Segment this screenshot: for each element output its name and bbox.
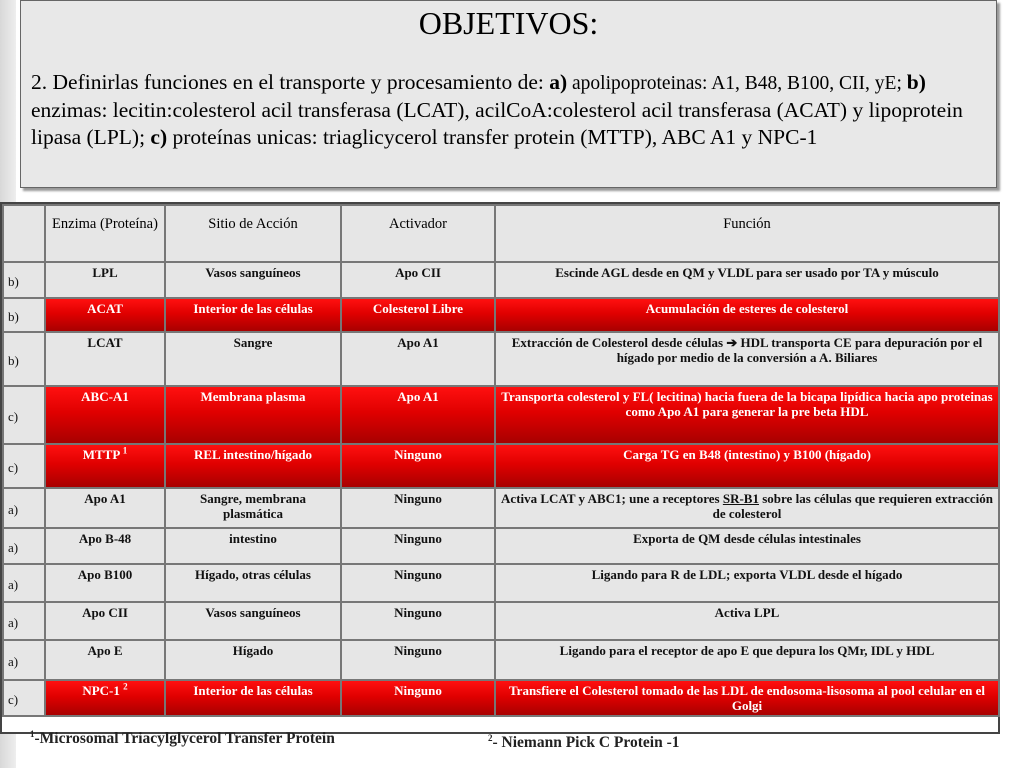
cell-group: a) (3, 564, 45, 602)
cell-function: Transfiere el Colesterol tomado de las LDL de endosoma-lisosoma al pool celular en el Golgi (495, 680, 999, 716)
table-row (3, 528, 999, 564)
cell-site: intestino (165, 528, 341, 564)
cell-activator: Ninguno (341, 528, 495, 564)
footnote-1 (30, 730, 335, 748)
objective-c-text: proteínas unicas: triaglicycerol transfer protein (MTTP), ABC A1 y NPC-1 (167, 125, 818, 149)
table-header-row (3, 205, 999, 262)
cell-group: c) (3, 444, 45, 488)
objectives-title: OBJETIVOS: (418, 5, 599, 41)
footnote-marker: 1 (122, 445, 128, 456)
cell-group: c) (3, 680, 45, 716)
cell-activator: Ninguno (341, 564, 495, 602)
cell-enzyme (45, 488, 165, 528)
cell-enzyme (45, 602, 165, 640)
enzyme-name: Apo B-48 (78, 531, 132, 546)
cell-group: b) (3, 332, 45, 386)
cell-site: Sangre, membrana plasmática (165, 488, 341, 528)
cell-group: a) (3, 640, 45, 680)
enzyme-name: Apo CII (82, 605, 128, 620)
cell-function: Ligando para el receptor de apo E que depura los QMr, IDL y HDL (495, 640, 999, 680)
cell-enzyme (45, 444, 165, 488)
cell-site: Interior de las células (165, 680, 341, 716)
footnote-marker: 2 (123, 681, 128, 692)
objective-c-letter: c) (150, 125, 168, 149)
cell-activator: Ninguno (341, 640, 495, 680)
objective-b-letter: b) (906, 70, 926, 94)
cell-group: b) (3, 298, 45, 332)
objectives-lead: 2. Definirlas funciones en el transporte y procesamiento de: (31, 70, 550, 94)
table-row (3, 444, 999, 488)
enzyme-name: Apo B100 (77, 567, 133, 582)
cell-enzyme (45, 386, 165, 444)
enzyme-name: ACAT (87, 301, 123, 316)
cell-site: Vasos sanguíneos (165, 262, 341, 298)
cell-activator: Apo A1 (341, 332, 495, 386)
header-group (3, 205, 45, 262)
objective-b-text: enzimas: lecitin:colesterol acil transferasa (LCAT), acilCoA:colesterol acil transferasa (ACAT) y lipoprotein lipasa (LPL); (31, 98, 963, 149)
cell-group: a) (3, 528, 45, 564)
table-row (3, 602, 999, 640)
cell-site: Vasos sanguíneos (165, 602, 341, 640)
table-row (3, 640, 999, 680)
cell-site: Hígado (165, 640, 341, 680)
cell-function: Activa LPL (495, 602, 999, 640)
table-body (3, 262, 999, 716)
footnote-2-text: - Niemann Pick C Protein -1 (492, 734, 680, 751)
cell-activator: Ninguno (341, 680, 495, 716)
footnote-2 (488, 734, 679, 752)
objective-a-letter: a) (549, 70, 568, 94)
cell-site: Interior de las células (165, 298, 341, 332)
cell-enzyme (45, 564, 165, 602)
cell-site: Membrana plasma (165, 386, 341, 444)
footnote-1-text: -Microsomal Triacylglycerol Transfer Protein (34, 730, 335, 747)
cell-function: Ligando para R de LDL; exporta VLDL desde el hígado (495, 564, 999, 602)
cell-group: b) (3, 262, 45, 298)
cell-group: c) (3, 386, 45, 444)
cell-site: Hígado, otras células (165, 564, 341, 602)
cell-function: Extracción de Colesterol desde células ➔ HDL transporta CE para depuración por el hígado por medio de la conversión a A. Biliares (495, 332, 999, 386)
header-site: Sitio de Acción (165, 205, 341, 262)
table-row (3, 680, 999, 716)
cell-group: a) (3, 488, 45, 528)
table-row (3, 488, 999, 528)
cell-function: Transporta colesterol y FL( lecitina) hacia fuera de la bicapa lipídica hacia apo proteinas como Apo A1 para generar la pre beta HDL (495, 386, 999, 444)
cell-function: Activa LCAT y ABC1; une a receptores SR-B1 sobre las células que requieren extracción de colesterol (495, 488, 999, 528)
objectives-box (20, 0, 997, 188)
objective-a-text: apolipoproteinas: A1, B48, B100, CII, yE; (567, 73, 907, 94)
cell-function: Exporta de QM desde células intestinales (495, 528, 999, 564)
cell-function: Escinde AGL desde en QM y VLDL para ser usado por TA y músculo (495, 262, 999, 298)
cell-enzyme (45, 528, 165, 564)
cell-group: a) (3, 602, 45, 640)
header-function: Función (495, 205, 999, 262)
cell-activator: Ninguno (341, 602, 495, 640)
objectives-text (31, 69, 986, 151)
table-row (3, 564, 999, 602)
cell-activator: Apo A1 (341, 386, 495, 444)
cell-function: Acumulación de esteres de colesterol (495, 298, 999, 332)
table-row (3, 332, 999, 386)
enzyme-name: LPL (92, 265, 118, 280)
enzyme-name: Apo E (87, 643, 123, 658)
table-row (3, 386, 999, 444)
enzyme-name: NPC-1 (82, 683, 124, 698)
cell-enzyme (45, 262, 165, 298)
cell-activator: Apo CII (341, 262, 495, 298)
cell-site: REL intestino/hígado (165, 444, 341, 488)
cell-enzyme (45, 332, 165, 386)
enzyme-name: Apo A1 (84, 491, 126, 506)
cell-activator: Ninguno (341, 488, 495, 528)
table-row (3, 298, 999, 332)
cell-activator: Ninguno (341, 444, 495, 488)
enzyme-table (2, 204, 1000, 717)
cell-enzyme (45, 680, 165, 716)
sr-b1-term: SR-B1 (722, 491, 759, 506)
header-enzyme: Enzima (Proteína) (45, 205, 165, 262)
header-activator: Activador (341, 205, 495, 262)
enzyme-name: LCAT (87, 335, 123, 350)
table-row (3, 262, 999, 298)
footnote-2-marker: 2 (488, 732, 493, 743)
cell-enzyme (45, 298, 165, 332)
cell-site: Sangre (165, 332, 341, 386)
enzyme-name: MTTP (82, 447, 123, 462)
cell-activator: Colesterol Libre (341, 298, 495, 332)
footnote-1-marker: 1 (30, 728, 35, 739)
cell-function: Carga TG en B48 (intestino) y B100 (hígado) (495, 444, 999, 488)
enzyme-table-container (0, 202, 1000, 734)
cell-enzyme (45, 640, 165, 680)
enzyme-name: ABC-A1 (81, 389, 129, 404)
